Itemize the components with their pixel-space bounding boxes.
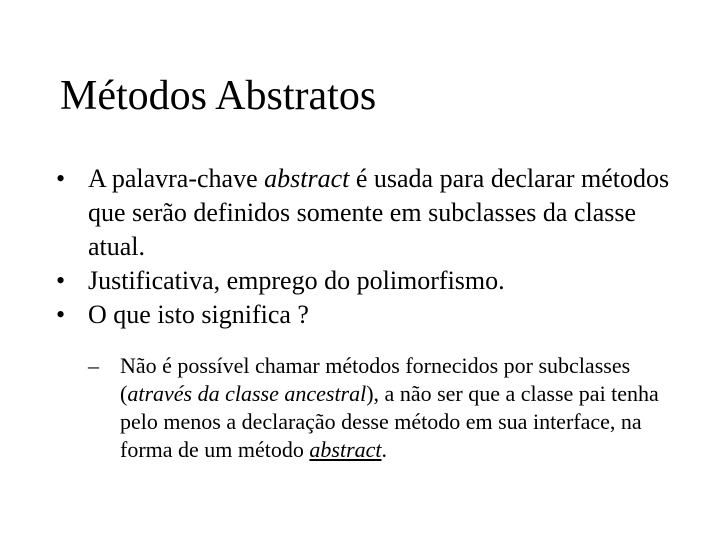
slide-title: Métodos Abstratos — [60, 73, 377, 119]
keyword-abstract: abstract — [264, 164, 350, 193]
sub-bullet-text-part: . — [381, 437, 388, 462]
sub-bullet-marker: – — [88, 353, 99, 378]
sub-bullet-text-part: Não é possível chamar métodos fornecidos por subclasses ( — [120, 353, 631, 406]
sub-bullet-text-part: ), a não ser que a classe pai tenha pelo menos a declaração desse método em sua interface, na forma de um método — [120, 381, 659, 462]
bullet-abstract-keyword — [56, 162, 676, 264]
bullet-marker: • — [56, 266, 66, 295]
sub-bullet-container — [88, 352, 688, 464]
bullet-justificativa — [56, 264, 676, 298]
bullet-text: Justificativa, emprego do polimorfismo. — [88, 266, 505, 295]
bullet-marker: • — [56, 164, 66, 193]
keyword-abstract-underlined: abstract — [309, 437, 382, 462]
bullet-list — [56, 162, 676, 332]
bullet-text-part: A palavra-chave — [88, 164, 265, 193]
bullet-significado — [56, 298, 676, 332]
sub-bullet-explanation — [88, 352, 688, 464]
bullet-marker: • — [56, 300, 66, 329]
italic-phrase: através da classe ancestral — [127, 381, 367, 406]
bullet-text-part: é usada para declarar métodos que serão definidos somente em subclasses da classe atual. — [88, 164, 670, 261]
bullet-text: O que isto significa ? — [88, 300, 309, 329]
sub-bullet-list — [88, 352, 688, 464]
